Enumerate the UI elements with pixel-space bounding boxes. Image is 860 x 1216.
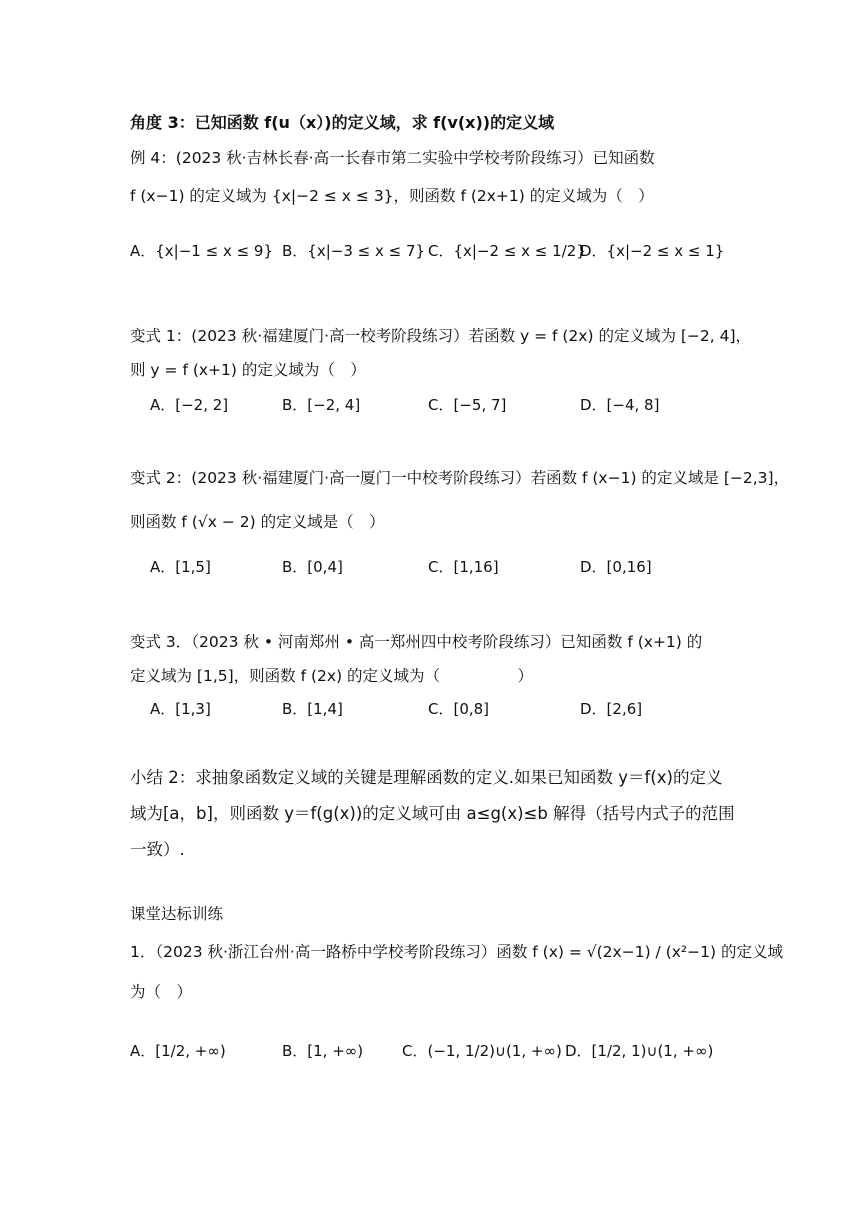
example-4-option-a: A．{x|−1 ≤ x ≤ 9}: [130, 242, 274, 260]
variant-1-line-1: 变式 1：(2023 秋·福建厦门·高一校考阶段练习）若函数 y = f (2x) 的定义域为 [−2, 4]，: [130, 327, 752, 345]
summary-2-line-2: 域为[a，b]，则函数 y＝f(g(x))的定义域可由 a≤g(x)≤b 解得（括号内式子的范围: [130, 804, 735, 823]
question-1-line-2: 为（ ）: [130, 983, 193, 1001]
variant-3-line-1: 变式 3．（2023 秋 • 河南郑州 • 高一郑州四中校考阶段练习）已知函数 f (x+1) 的: [130, 633, 703, 651]
variant-1-line-2: 则 y = f (x+1) 的定义域为（ ）: [130, 361, 366, 379]
variant-3-option-c: C．[0,8]: [428, 700, 490, 718]
variant-2-line-1: 变式 2：(2023 秋·福建厦门·高一厦门一中校考阶段练习）若函数 f (x−1) 的定义域是 [−2,3]，: [130, 469, 790, 487]
question-1-option-d: D．[1/2, 1)∪(1, +∞): [565, 1042, 714, 1060]
variant-1-option-b: B．[−2, 4]: [282, 396, 361, 414]
variant-2-option-d: D．[0,16]: [580, 558, 652, 576]
variant-2-line-2: 则函数 f (√x − 2) 的定义域是（ ）: [130, 513, 385, 531]
variant-3-option-b: B．[1,4]: [282, 700, 343, 718]
practice-heading: 课堂达标训练: [130, 905, 224, 923]
section-title: 角度 3：已知函数 f(u（x）)的定义域，求 f(v(x))的定义域: [130, 113, 555, 132]
variant-2-option-a: A．[1,5]: [150, 558, 211, 576]
variant-1-option-d: D．[−4, 8]: [580, 396, 660, 414]
example-4-option-d: D．{x|−2 ≤ x ≤ 1}: [580, 242, 725, 260]
variant-2-option-c: C．[1,16]: [428, 558, 499, 576]
example-4-option-b: B．{x|−3 ≤ x ≤ 7}: [282, 242, 426, 260]
question-1-option-c: C．(−1, 1/2)∪(1, +∞): [402, 1042, 562, 1060]
variant-3-line-2: 定义域为 [1,5]，则函数 f (2x) 的定义域为（ ）: [130, 667, 534, 685]
example-4-line-2: f (x−1) 的定义域为 {x|−2 ≤ x ≤ 3}，则函数 f (2x+1) 的定义域为（ ）: [130, 187, 654, 205]
variant-3-option-a: A．[1,3]: [150, 700, 211, 718]
question-1-option-b: B．[1, +∞): [282, 1042, 364, 1060]
question-1-line-1: 1．（2023 秋·浙江台州·高一路桥中学校考阶段练习）函数 f (x) = √(2x−1) / (x²−1) 的定义域: [130, 943, 783, 961]
variant-2-option-b: B．[0,4]: [282, 558, 343, 576]
variant-3-option-d: D．[2,6]: [580, 700, 643, 718]
question-1-option-a: A．[1/2, +∞): [130, 1042, 226, 1060]
summary-2-line-3: 一致）.: [130, 840, 185, 859]
example-4-line-1: 例 4：(2023 秋·吉林长春·高一长春市第二实验中学校考阶段练习）已知函数: [130, 149, 655, 167]
summary-2-line-1: 小结 2：求抽象函数定义域的关键是理解函数的定义.如果已知函数 y＝f(x)的定义: [130, 768, 723, 787]
example-4-option-c: C．{x|−2 ≤ x ≤ 1/2}: [428, 242, 586, 260]
variant-1-option-a: A．[−2, 2]: [150, 396, 229, 414]
variant-1-option-c: C．[−5, 7]: [428, 396, 507, 414]
